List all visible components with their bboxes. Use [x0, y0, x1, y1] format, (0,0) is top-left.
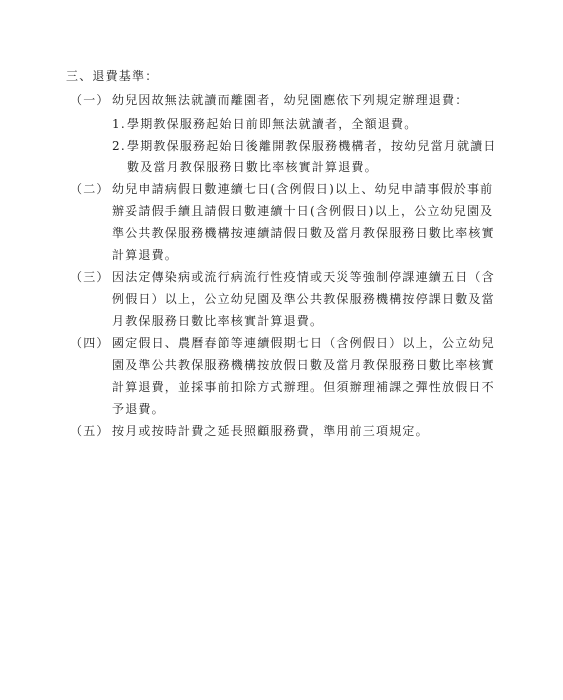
item-5-line-1: 按月或按時計費之延長照顧服務費，準用前三項規定。 [112, 424, 429, 438]
item-2-marker: （二） [70, 182, 110, 196]
item-4-marker: （四） [70, 336, 110, 350]
subitem-1-line-1: 學期教保服務起始日前即無法就讀者，全額退費。 [127, 117, 418, 131]
subitem-1-number: 1. [112, 117, 126, 131]
item-3-line-3: 月教保服務日數比率核實計算退費。 [112, 314, 324, 328]
subitem-2-line-1: 學期教保服務起始日後離開教保服務機構者，按幼兒當月就讀日 [127, 139, 497, 153]
item-4-line-4: 予退費。 [112, 402, 165, 416]
subitem-2-line-2: 數及當月教保服務日數比率核實計算退費。 [127, 160, 378, 174]
section-heading: 三、退費基準： [66, 69, 159, 83]
item-1-marker: （一） [70, 93, 110, 107]
item-2-line-1: 幼兒申請病假日數連續七日(含例假日)以上、幼兒申請事假於事前 [112, 182, 494, 196]
item-4-line-3: 計算退費，並採事前扣除方式辦理。但須辦理補課之彈性放假日不 [112, 380, 495, 394]
subitem-2-number: 2. [112, 139, 126, 153]
item-1-line-1: 幼兒因故無法就讀而離園者，幼兒園應依下列規定辦理退費： [112, 93, 469, 107]
item-3-line-2: 例假日）以上，公立幼兒園及準公共教保服務機構按停課日數及當 [112, 292, 495, 306]
item-3-line-1: 因法定傳染病或流行病流行性疫情或天災等強制停課連續五日（含 [112, 270, 495, 284]
item-5-marker: （五） [70, 424, 110, 438]
item-2-line-2: 辦妥請假手續且請假日數連續十日(含例假日)以上，公立幼兒園及 [112, 204, 494, 218]
item-2-line-4: 計算退費。 [112, 248, 179, 262]
item-3-marker: （三） [70, 270, 110, 284]
item-4-line-2: 園及準公共教保服務機構按放假日數及當月教保服務日數比率核實 [112, 358, 495, 372]
item-4-line-1: 國定假日、農曆春節等連續假期七日（含例假日）以上，公立幼兒 [112, 336, 495, 350]
item-2-line-3: 準公共教保服務機構按連續請假日數及當月教保服務日數比率核實 [112, 226, 495, 240]
